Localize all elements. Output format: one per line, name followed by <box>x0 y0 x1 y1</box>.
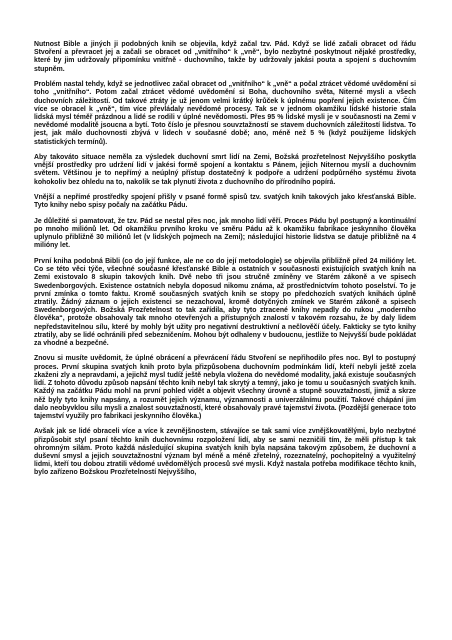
paragraph-5: Je důležité si pamatovat, že tzv. Pád se nestal přes noc, jak mnoho lidí věří. Proces Pádu byl postupný a kontinuální po mnoho miliónů let. Od okamžiku prvního kroku ve směru Pádu až k okamžiku fabrikace jeskynního člověka uplynulo přibližně 30 miliónů let (v lidských pojmech na Zemi); následující historie lidstva se datuje přibližně na 4 milióny let. <box>34 217 416 250</box>
paragraph-3: Aby takováto situace neměla za výsledek duchovní smrt lidí na Zemi, Božská prozřetelnost Nejvyššího poskytla vnější prostředky pro udržení lidí v jakési formě spojení a kontaktu s Pánem, jejich Niternou myslí a duchovním světem. Většinou je to nepřímý a neúplný přístup dostatečný k podpoře a udržení podpůrného systému života kohokoliv bez ohledu na to, nakolik se tak plynutí života z duchovního do přírodního popírá. <box>34 154 416 186</box>
paragraph-1: Nutnost Bible a jiných ji podobných knih se objevila, když začal tzv. Pád. Když se lidé začali obracet od řádu Stvoření a převracet jej a začali se obracet od „vnitřního“ k „vně“, bylo nezbytné poskytnout nějaké prostředky, které by jim udržovaly připomínku vnitřně - duchovního, takže by udržovaly jakási pouta a spojení s duchovním stupněm. <box>34 41 416 73</box>
document-page <box>34 41 416 478</box>
paragraph-7: Znovu si musíte uvědomit, že úplné obrácení a převrácení řádu Stvoření se nepřihodilo přes noc. Byl to postupný proces. První skupina svatých knih proto byla přizpůsobena duchovním podmínkám lidí, kteří nebyli ještě zcela zkaženi zly a nepravdami, a jejichž mysl tudíž ještě nebyla vložena do nevědomé modality, jaká existuje současných lidí. Z tohoto důvodu způsob napsání těchto knih nebyl tak skrytý a temný, jako je tomu u současných svatých knih. Každý na začátku Pádu mohl na první pohled vidět a objevit všechny úrovně a stupně souvztažností, jimiž a skrze něž byly tyto knihy napsány, a rozumět jejich významu, významnosti a univerzálnímu použití. Takové chápání jim dalo neobyvklou sílu mysli a znalost souvztažností, které obsahovaly pravé tajemství života. (Pozdější generace toto tajemství využily pro fabrikaci jeskynního člověka.) <box>34 355 416 420</box>
paragraph-6: První kniha podobná Bibli (co do její funkce, ale ne co do její metodologie) se objevila přibližně před 24 milióny let. Co se této věci týče, všechné současné křesťanské Bible a ostatních v současnosti existujících svatých knih na Zemi existovalo 8 skupin takových knih. Dvě nebo tři jsou stručně zmíněny ve Starém zákoně a ve spisech Swedenborgových. Existence ostatních nebyla doposud nikomu známa, až prostřednictvím tohoto poselství. To je první zmínka o tomto faktu. Kromě současných svatých knih se stopy po předchozích svatých knihách úplně ztratily. Žádný záznam o jejich existenci se nezachoval, kromě dotyčných zmínek ve Starém zákoně a spisech Swedenborgových. Božská Prozřetelnost to tak zařídila, aby tyto ztracené knihy nepadly do rukou „moderního člověka“, protože obsahovaly tak mnoho otevřených a přístupných znalostí v takovém rozsahu, že by daly lidem nepředstavitelnou sílu, které by mohly být užity pro negativní destruktivní a nečlověčí účely. Fakticky se tyto knihy ztratily, aby se lidé ochránili před sebezničením. Mohou být odhaleny v budoucnu, jestliže to Nejvyšší bude pokládat za vhodné a bezpečné. <box>34 257 416 347</box>
paragraph-8: Avšak jak se lidé obraceli více a více k zevnějšnostem, stávajíce se tak sami více zvnějškovatělými, bylo nezbytné přizpůsobit styl psaní těchto knih duchovnímu rozpoložení lidí, aby se sami nezničili tím, že měli přístup k tak ohromným silám. Proto každá následující skupina svatých knih byla napsána takovým způsobem, že duchovní a duševní smysl a jejich souvztažnostní význam byl méně a méně zřetelný, rozeznatelný, pochopitelný a využitelný lidmi, kteří tou dobou ztratili vědomé uvědomělých procesů své mysli. Když nastala potřeba modifikace těchto knih, bylo zařízeno Božskou Prozřetelností Nejvyššího, <box>34 428 416 477</box>
paragraph-2: Problém nastal tehdy, když se jednotlivec začal obracet od „vnitřního“ k „vně“ a počal ztrácet vědomé uvědomění si toho „vnitřního“. Potom začal ztrácet vědomé uvědomění si Boha, duchovního světa, Niterné mysli a všech duchovních záležitostí. Od takové ztráty je už jenom velmi krátký krůček k úplnému popření jejich existence. Čím více se obracel k „vně“, tím více převládaly nevědomé procesy. Tak se v jednom okamžiku lidské historie stala lidská mysl téměř prázdnou a lidé se rodili v úplné nevědomosti. Přes 95 % lidské mysli je v současnosti na Zemi v nevědomé modalitě jsoucna a bytí. Toto číslo je přesnou souvztažností se stavem duchovních záležitostí lidstva. To jest, jak málo duchovnosti zbývá v lidech v současné době; ano, méně než 5 % (když použijeme lidských statistických termínů). <box>34 81 416 146</box>
paragraph-4: Vnější a nepřímé prostředky spojení přišly v psané formě spisů tzv. svatých knih takových jako křesťanská Bible. Tyto knihy nebo spisy počaly na začátku Pádu. <box>34 194 416 210</box>
